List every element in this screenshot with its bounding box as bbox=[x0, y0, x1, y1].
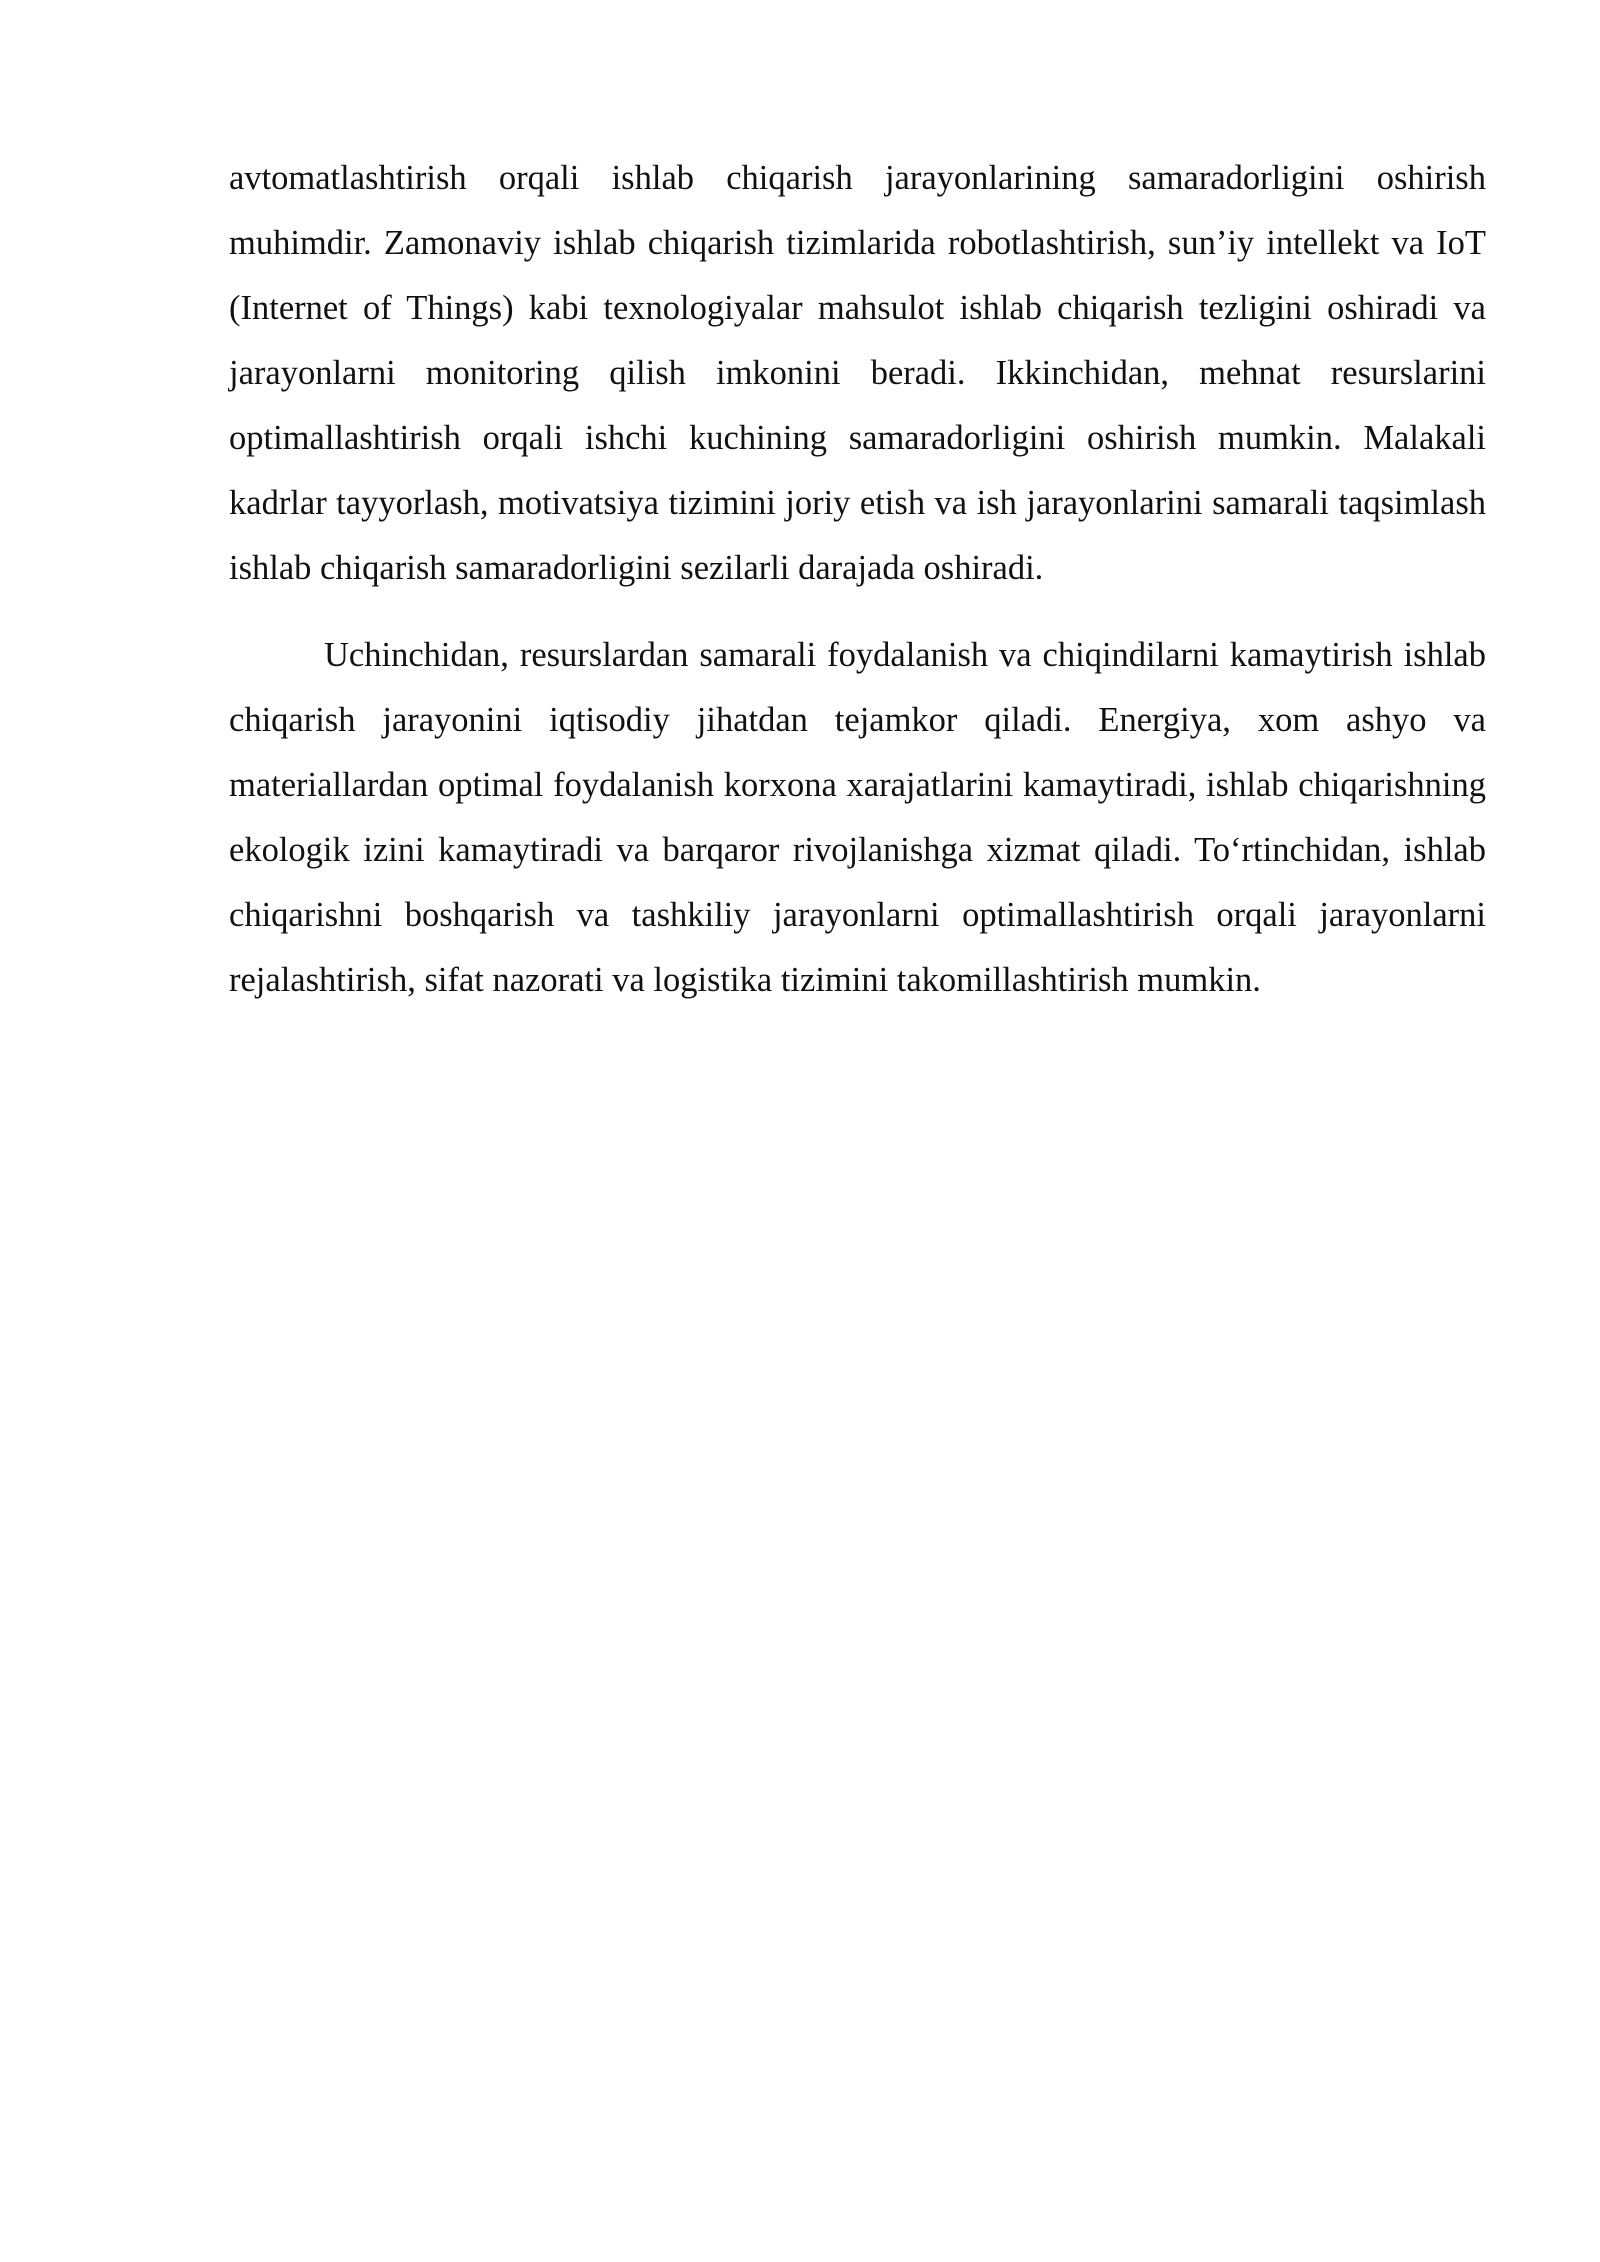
document-body bbox=[229, 146, 1486, 1013]
paragraph-2: Uchinchidan, resurslardan samarali foydalanish va chiqindilarni kamaytirish ishlab chiqarish jarayonini iqtisodiy jihatdan tejamkor qiladi. Energiya, xom ashyo va materiallardan optimal foydalanish korxona xarajatlarini kamaytiradi, ishlab chiqarishning ekologik izini kamaytiradi va barqaror rivojlanishga xizmat qiladi. To‘rtinchidan, ishlab chiqarishni boshqarish va tashkiliy jarayonlarni optimallashtirish orqali jarayonlarni rejalashtirish, sifat nazorati va logistika tizimini takomillashtirish mumkin. bbox=[229, 636, 1486, 999]
paragraph-1: avtomatlashtirish orqali ishlab chiqarish jarayonlarining samaradorligini oshirish muhimdir. Zamonaviy ishlab chiqarish tizimlarida robotlashtirish, sun’iy intellekt va IoT (Internet of Things) kabi texnologiyalar mahsulot ishlab chiqarish tezligini oshiradi va jarayonlarni monitoring qilish imkonini beradi. Ikkinchidan, mehnat resurslarini optimallashtirish orqali ishchi kuchining samaradorligini oshirish mumkin. Malakali kadrlar tayyorlash, motivatsiya tizimini joriy etish va ish jarayonlarini samarali taqsimlash ishlab chiqarish samaradorligini sezilarli darajada oshiradi. bbox=[229, 159, 1486, 587]
